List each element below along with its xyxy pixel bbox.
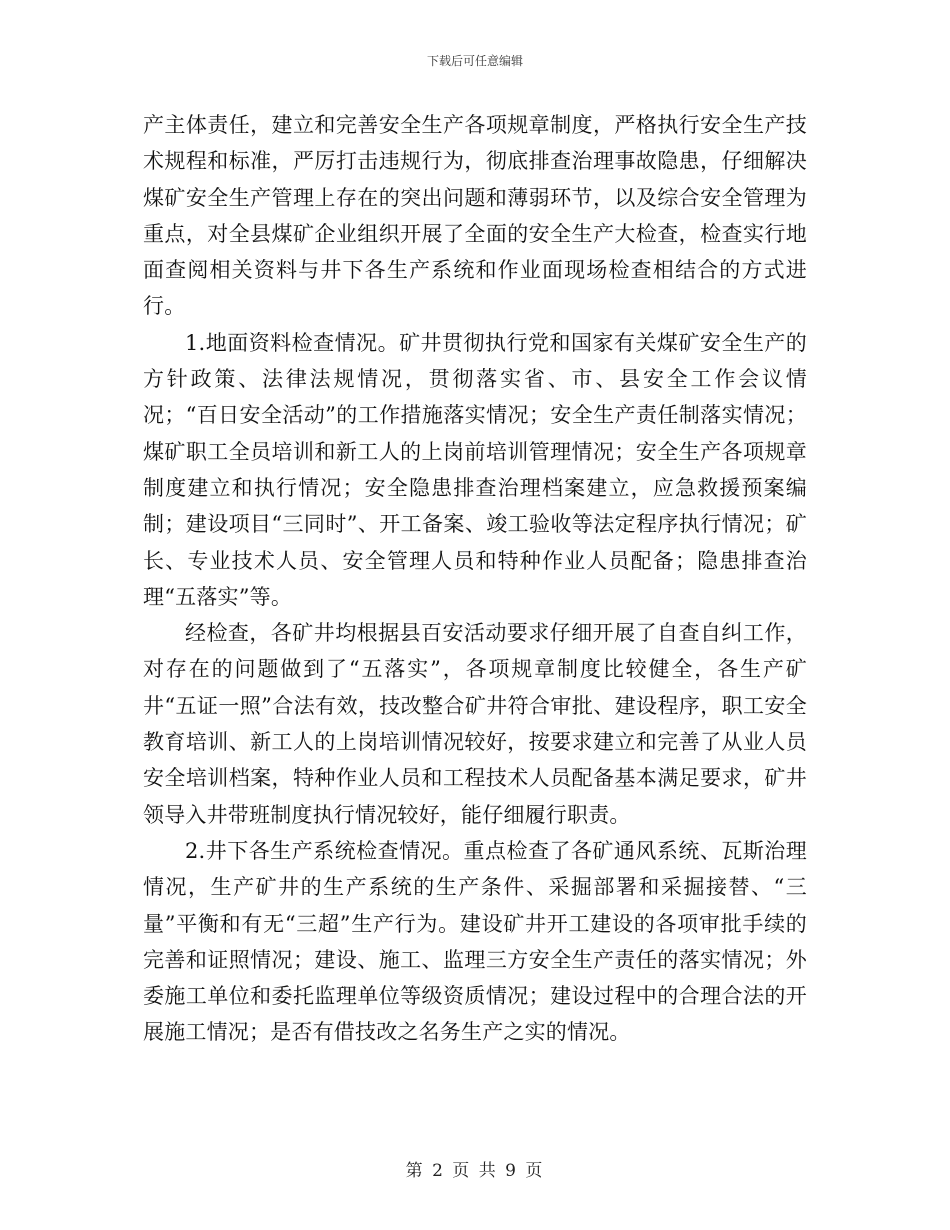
paragraph-ground-inspection: 1.地面资料检查情况。矿井贯彻执行党和国家有关煤矿安全生产的方针政策、法律法规情况，贯彻落实省、市、县安全工作会议情况；“百日安全活动”的工作措施落实情况；安全生产责任制落实情况；煤矿职工全员培训和新工人的上岗前培训管理情况；安全生产各项规章制度建立和执行情况；安全隐患排查治理档案建立，应急救援预案编制；建设项目“三同时”、开工备案、竣工验收等法定程序执行情况；矿长、专业技术人员、安全管理人员和特种作业人员配备；隐患排查治理“五落实”等。 xyxy=(143,330,807,609)
paragraph-intro: 产主体责任，建立和完善安全生产各项规章制度，严格执行安全生产技术规程和标准，严厉打击违规行为，彻底排查治理事故隐患，仔细解决煤矿安全生产管理上存在的突出问题和薄弱环节，以及综合安全管理为重点，对全县煤矿企业组织开展了全面的安全生产大检查，检查实行地面查阅相关资料与井下各生产系统和作业面现场检查相结合的方式进行。 xyxy=(143,113,807,319)
page-header: 下载后可任意编辑 xyxy=(426,54,523,68)
document-body xyxy=(143,107,807,1051)
page-number: 第 2 页 共 9 页 xyxy=(405,1161,545,1181)
paragraph-inspection-result: 经检查，各矿井均根据县百安活动要求仔细开展了自查自纠工作，对存在的问题做到了“五落实”，各项规章制度比较健全，各生产矿井“五证一照”合法有效，技改整合矿井符合审批、建设程序，职工安全教育培训、新工人的上岗培训情况较好，按要求建立和完善了从业人员安全培训档案，特种作业人员和工程技术人员配备基本满足要求，矿井领导入井带班制度执行情况较好，能仔细履行职责。 xyxy=(143,621,807,827)
paragraph-underground-inspection: 2.井下各生产系统检查情况。重点检查了各矿通风系统、瓦斯治理情况，生产矿井的生产系统的生产条件、采掘部署和采掘接替、“三量”平衡和有无“三超”生产行为。建设矿井开工建设的各项审批手续的完善和证照情况；建设、施工、监理三方安全生产责任的落实情况；外委施工单位和委托监理单位等级资质情况；建设过程中的合理合法的开展施工情况；是否有借技改之名务生产之实的情况。 xyxy=(143,838,807,1045)
